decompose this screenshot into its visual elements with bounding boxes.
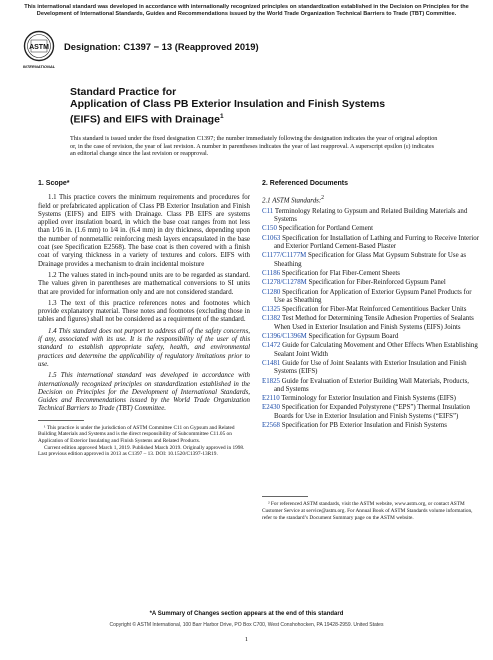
- subheading-footnote-mark: 2: [321, 195, 325, 202]
- reference-item: [262, 252, 480, 269]
- astm-logo-icon: [22, 30, 56, 72]
- reference-title: Specification for Flat Fiber-Cement Sheets: [281, 269, 400, 277]
- reference-code-link[interactable]: C1325: [262, 306, 281, 314]
- footnote-1-edition: Current edition approved March 1, 2019. Published March 2019. Originally approved in 1998. Last previous edition approved in 2013 as C1397 – 13. DOI: 10.1520/C1397-13R19.: [38, 444, 245, 458]
- reference-code-link[interactable]: C150: [262, 225, 277, 233]
- reference-title: Guide for Evaluation of Exterior Building Wall Materials, Products, and Systems: [274, 377, 469, 393]
- reference-item: [262, 315, 480, 332]
- reference-item: [262, 225, 480, 233]
- reference-item: [262, 342, 480, 359]
- footnote-1: ¹ This practice is under the jurisdiction of ASTM Committee C11 on Gypsum and Related Building Materials and Systems and is the direct responsibility of Subcommittee C11.05 on Application of Exterior Insulating and Finish Systems and Related Products.: [38, 424, 235, 444]
- reference-title: Specification for Expanded Polystyrene (“EPS”) Thermal Insulation Boards for Use in Exterior Insulation and Finish Systems (“EIFS”): [274, 404, 470, 420]
- wto-notice: This international standard was developed in accordance with internationally recognized principles on standardization established in the Decision on Principles for the Development of International Standards, Guides and Recommendations issued by the World Trade Organization Technical Barriers to Trade (TBT) Committee.: [24, 4, 469, 17]
- copyright-line: Copyright © ASTM International, 100 Barr Harbor Drive, PO Box C700, West Conshohocken, PA 19428-2959. United States: [109, 622, 384, 628]
- astm-standards-subheading: 2.1 ASTM Standards:$^2$: [262, 195, 325, 205]
- scope-para-1: 1.1 This practice covers the minimum requirements and procedures for field or prefabricated application of Class PB Exterior Insulation and Finish Systems (EIFS) and EIFS with Drainage. Class PB EIFS are systems applied over insulation board, in which the base coat ranges from not less than 1⁄16 in. (1.6 mm) to 1⁄4 in. (6.4 mm) in dry thickness, depending upon the number of nonmetallic reinforcing mesh layers encapsulated in the base coat (see Specification E2568). The base coat is then covered with a finish coat of varying thickness in a variety of textures and colors. EIFS with Drainage provides a mechanism to drain incidental moisture: [38, 194, 250, 268]
- scope-para-5: 1.5 This international standard was developed in accordance with internationally recognized principles on standardization established in the Decision on Principles for the Development of International Standards, Guides and Recommendations issued by the World Trade Organization Technical Barriers to Trade (TBT) Committee.: [38, 372, 250, 413]
- reference-code-link[interactable]: C1063: [262, 234, 281, 242]
- summary-of-changes-note: *A Summary of Changes section appears at the end of this standard: [149, 611, 344, 617]
- reference-item: [262, 306, 480, 314]
- reference-code-link[interactable]: C1177/C1177M: [262, 252, 307, 260]
- reference-list: [262, 208, 480, 430]
- logo-subtext: INTERNATIONAL: [22, 64, 56, 69]
- reference-item: [262, 360, 480, 377]
- reference-code-link[interactable]: C1472: [262, 342, 281, 350]
- reference-title: Specification for Gypsum Board: [308, 333, 399, 341]
- reference-title: Guide for Calculating Movement and Other Effects When Establishing Sealant Joint Width: [274, 342, 478, 358]
- reference-code-link[interactable]: E1825: [262, 377, 280, 385]
- reference-code-link[interactable]: C1186: [262, 269, 281, 277]
- footnote-2: ² For referenced ASTM standards, visit the ASTM website, www.astm.org, or contact ASTM Customer Service at service@astm.org. For Annual Book of ASTM Standards volume information, refer to the standard’s Document Summary page on the ASTM website.: [262, 501, 473, 521]
- scope-heading: 1. Scope*: [38, 180, 70, 187]
- footnote-divider: [38, 420, 84, 421]
- document-title: Application of Class PB Exterior Insulation and Finish Systems (EIFS) and EIFS with Drainage$^1$: [70, 98, 386, 125]
- reference-title: Specification for Installation of Lathing and Furring to Receive Interior and Exterior Portland Cement-Based Plaster: [274, 234, 480, 251]
- reference-title: Terminology Relating to Gypsum and Related Building Materials and Systems: [274, 207, 468, 224]
- reference-title: Specification for Fiber-Reinforced Gypsum Panel: [308, 279, 446, 287]
- designation: Designation: C1397 − 13 (Reapproved 2019): [64, 41, 259, 52]
- reference-code-link[interactable]: C1382: [262, 315, 281, 323]
- reference-code-link[interactable]: C1278/C1278M: [262, 279, 307, 287]
- reference-item: [262, 279, 480, 287]
- page-number: 1: [244, 636, 249, 643]
- reference-item: [262, 270, 480, 278]
- reference-title: Specification for Portland Cement: [278, 225, 374, 233]
- reference-title: Specification for PB Exterior Insulation and Finish Systems: [281, 422, 447, 430]
- reference-code-link[interactable]: E2568: [262, 422, 280, 430]
- scope-para-3: 1.3 The text of this practice references notes and footnotes which provide explanatory material. These notes and footnotes (excluding those in tables and figures) shall not be considered as a requirement of the standard.: [38, 299, 250, 324]
- reference-code-link[interactable]: C11: [262, 207, 274, 215]
- reference-item: [262, 422, 480, 430]
- scope-column: [38, 180, 250, 458]
- document-kind: Standard Practice for: [70, 86, 177, 98]
- reference-item: [262, 333, 480, 341]
- scope-para-4: 1.4 This standard does not purport to address all of the safety concerns, if any, associated with its use. It is the responsibility of the user of this standard to establish appropriate safety, health, and environmental practices and determine the applicability of regulatory limitations prior to use.: [38, 327, 250, 368]
- reference-code-link[interactable]: C1481: [262, 359, 281, 367]
- references-heading: 2. Referenced Documents: [262, 180, 348, 187]
- reference-item: [262, 235, 480, 252]
- reference-item: [262, 395, 480, 403]
- reference-item: [262, 404, 480, 421]
- reference-code-link[interactable]: E2110: [262, 395, 280, 403]
- reference-item: [262, 289, 480, 306]
- scope-para-2: 1.2 The values stated in inch-pound units are to be regarded as standard. The values given in parentheses are mathematical conversions to SI units that are provided for information only and are not considered standard.: [38, 271, 250, 296]
- reference-title: Specification for Glass Mat Gypsum Substrate for Use as Sheathing: [274, 252, 467, 268]
- reference-title: Terminology for Exterior Insulation and Finish Systems (EIFS): [281, 395, 456, 403]
- references-column: [262, 180, 480, 521]
- reference-title: Guide for Use of Joint Sealants with Exterior Insulation and Finish Systems (EIFS): [274, 359, 467, 376]
- footnote-divider-2: [262, 496, 308, 497]
- reference-title: Specification for Fiber-Mat Reinforced Cementitious Backer Units: [282, 306, 467, 314]
- reference-title: Test Method for Determining Tensile Adhesion Properties of Sealants When Used in Exterior Insulation and Finish Systems (EIFS) Joints: [274, 315, 474, 331]
- logo-text: ASTM: [29, 44, 49, 51]
- title-footnote-mark: 1: [219, 112, 224, 120]
- reference-item: [262, 378, 480, 395]
- reference-code-link[interactable]: C1396/C1396M: [262, 333, 307, 341]
- reference-item: [262, 208, 480, 225]
- reference-code-link[interactable]: E2430: [262, 404, 280, 412]
- reference-title: Specification for Application of Exterior Gypsum Panel Products for Use as Sheathing: [274, 288, 472, 304]
- designation-intro: This standard is issued under the fixed designation C1397; the number immediately following the designation indicates the year of original adoption or, in the case of revision, the year of last revision. A number in parentheses indicates the year of last reapproval. A superscript epsilon (ε) indicates an editorial change since the last revision or reapproval.: [70, 135, 438, 158]
- reference-code-link[interactable]: C1280: [262, 288, 281, 296]
